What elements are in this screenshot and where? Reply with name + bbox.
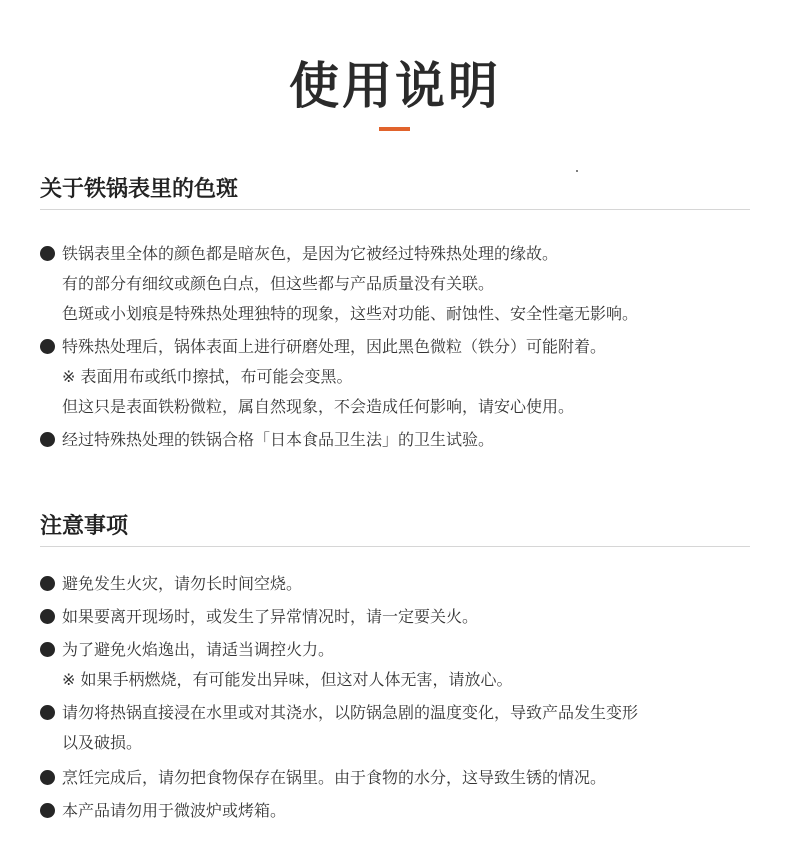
item-text: 特殊热处理后，锅体表面上进行研磨处理，因此黑色微粒（铁分）可能附着。 [62, 337, 607, 356]
section-heading: 关于铁锅表里的色斑 [40, 175, 750, 210]
list-item [40, 569, 750, 599]
bullet-icon [40, 339, 55, 354]
bullet-icon [40, 609, 55, 624]
item-text: 铁锅表里全体的颜色都是暗灰色，是因为它被经过特殊热处理的缘故。 [62, 244, 559, 263]
bullet-icon [40, 642, 55, 657]
item-text: 请勿将热锅直接浸在水里或对其浇水，以防锅急剧的温度变化，导致产品发生变形 [62, 703, 639, 722]
bullet-icon [40, 705, 55, 720]
item-text: 为了避免火焰逸出，请适当调控火力。 [62, 640, 335, 659]
item-note: ※ 表面用布或纸巾擦拭，布可能会变黑。 [62, 367, 353, 386]
item-text: 但这只是表面铁粉微粒，属自然现象，不会造成任何影响，请安心使用。 [62, 397, 575, 416]
page-title: 使用说明 [289, 56, 501, 115]
list-item [40, 239, 750, 329]
item-text: 烹饪完成后，请勿把食物保存在锅里。由于食物的水分，这导致生锈的情况。 [62, 768, 607, 787]
list-item [40, 763, 750, 793]
bullet-icon [40, 803, 55, 818]
item-note: ※ 如果手柄燃烧，有可能发出异味，但这对人体无害，请放心。 [62, 670, 513, 689]
item-text: 如果要离开现场时，或发生了异常情况时，请一定要关火。 [62, 607, 479, 626]
list-item [40, 796, 750, 826]
list-item [40, 332, 750, 422]
bullet-icon [40, 770, 55, 785]
list-item [40, 425, 750, 455]
bullet-icon [40, 576, 55, 591]
item-text: 避免发生火灾，请勿长时间空烧。 [62, 574, 303, 593]
item-text: 色斑或小划痕是特殊热处理独特的现象，这些对功能、耐蚀性、安全性毫无影响。 [62, 304, 639, 323]
section-stain-info [40, 175, 750, 458]
list-item [40, 698, 750, 758]
section-precautions [40, 512, 750, 829]
list-item [40, 602, 750, 632]
section-heading: 注意事项 [40, 512, 750, 547]
list-item [40, 635, 750, 695]
item-text: 经过特殊热处理的铁锅合格「日本食品卫生法」的卫生试验。 [62, 430, 495, 449]
item-text: 以及破损。 [62, 733, 143, 752]
decorative-dot [576, 170, 578, 172]
title-accent-underline [379, 127, 410, 131]
item-text: 本产品请勿用于微波炉或烤箱。 [62, 801, 287, 820]
bullet-icon [40, 432, 55, 447]
bullet-icon [40, 246, 55, 261]
item-text: 有的部分有细纹或颜色白点，但这些都与产品质量没有关联。 [62, 274, 495, 293]
stain-info-list [40, 239, 750, 455]
precautions-list [40, 569, 750, 826]
